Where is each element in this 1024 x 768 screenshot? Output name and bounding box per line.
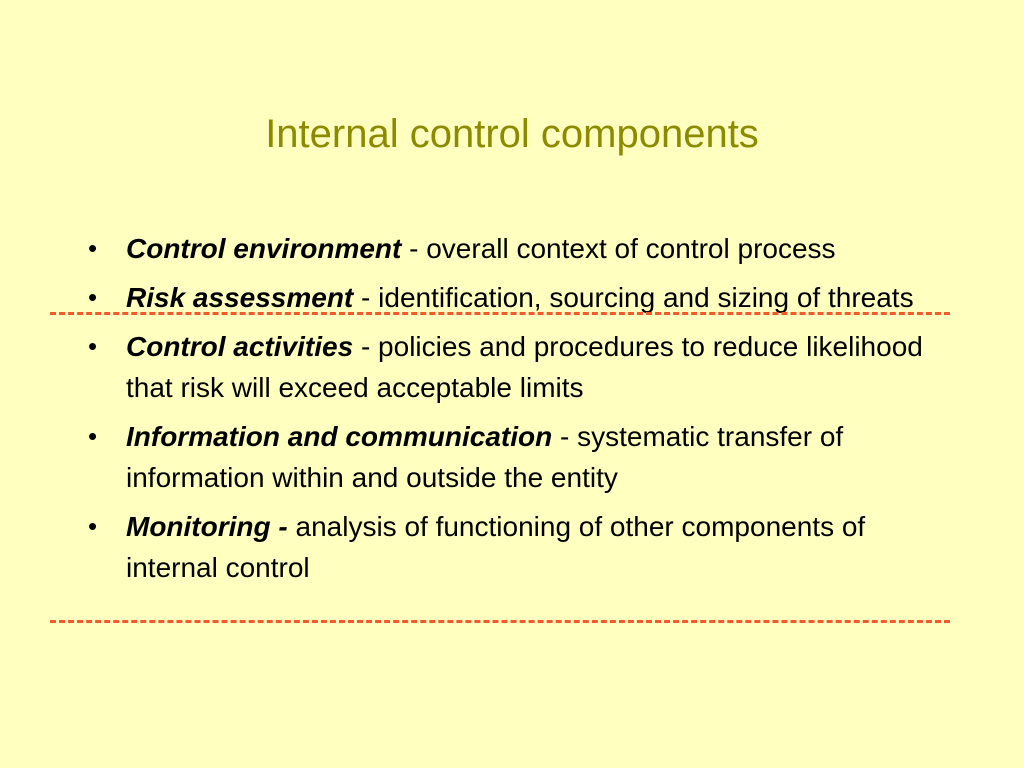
bullet-description: analysis of functioning of other components of internal control — [126, 511, 866, 583]
bullet-icon: • — [88, 282, 98, 312]
bullet-description: - policies and procedures to reduce likelihood that risk will exceed acceptable limits — [126, 331, 923, 403]
bullet-icon: • — [88, 511, 98, 541]
bullet-icon: • — [88, 421, 98, 451]
bullet-description: - overall context of control process — [401, 233, 836, 264]
bullet-term: Monitoring - — [126, 511, 288, 542]
bullet-description: - systematic transfer of information within and outside the entity — [126, 421, 844, 493]
bullet-item-control-activities — [88, 326, 948, 408]
bullet-item-information-communication — [88, 416, 948, 498]
bullet-item-control-environment — [88, 228, 948, 269]
bullet-icon: • — [88, 233, 98, 263]
bullet-term: Risk assessment — [126, 282, 354, 313]
bullet-item-monitoring — [88, 506, 948, 588]
bullet-icon: • — [88, 331, 98, 361]
dashed-divider — [50, 312, 950, 315]
bullet-description: - identification, sourcing and sizing of threats — [353, 282, 914, 313]
bullet-term: Control environment — [126, 233, 402, 264]
dashed-divider — [50, 620, 950, 623]
bullet-list — [88, 228, 948, 596]
bullet-term: Control activities — [126, 331, 354, 362]
slide-title: Internal control components — [265, 112, 759, 156]
bullet-term: Information and communication — [126, 421, 553, 452]
